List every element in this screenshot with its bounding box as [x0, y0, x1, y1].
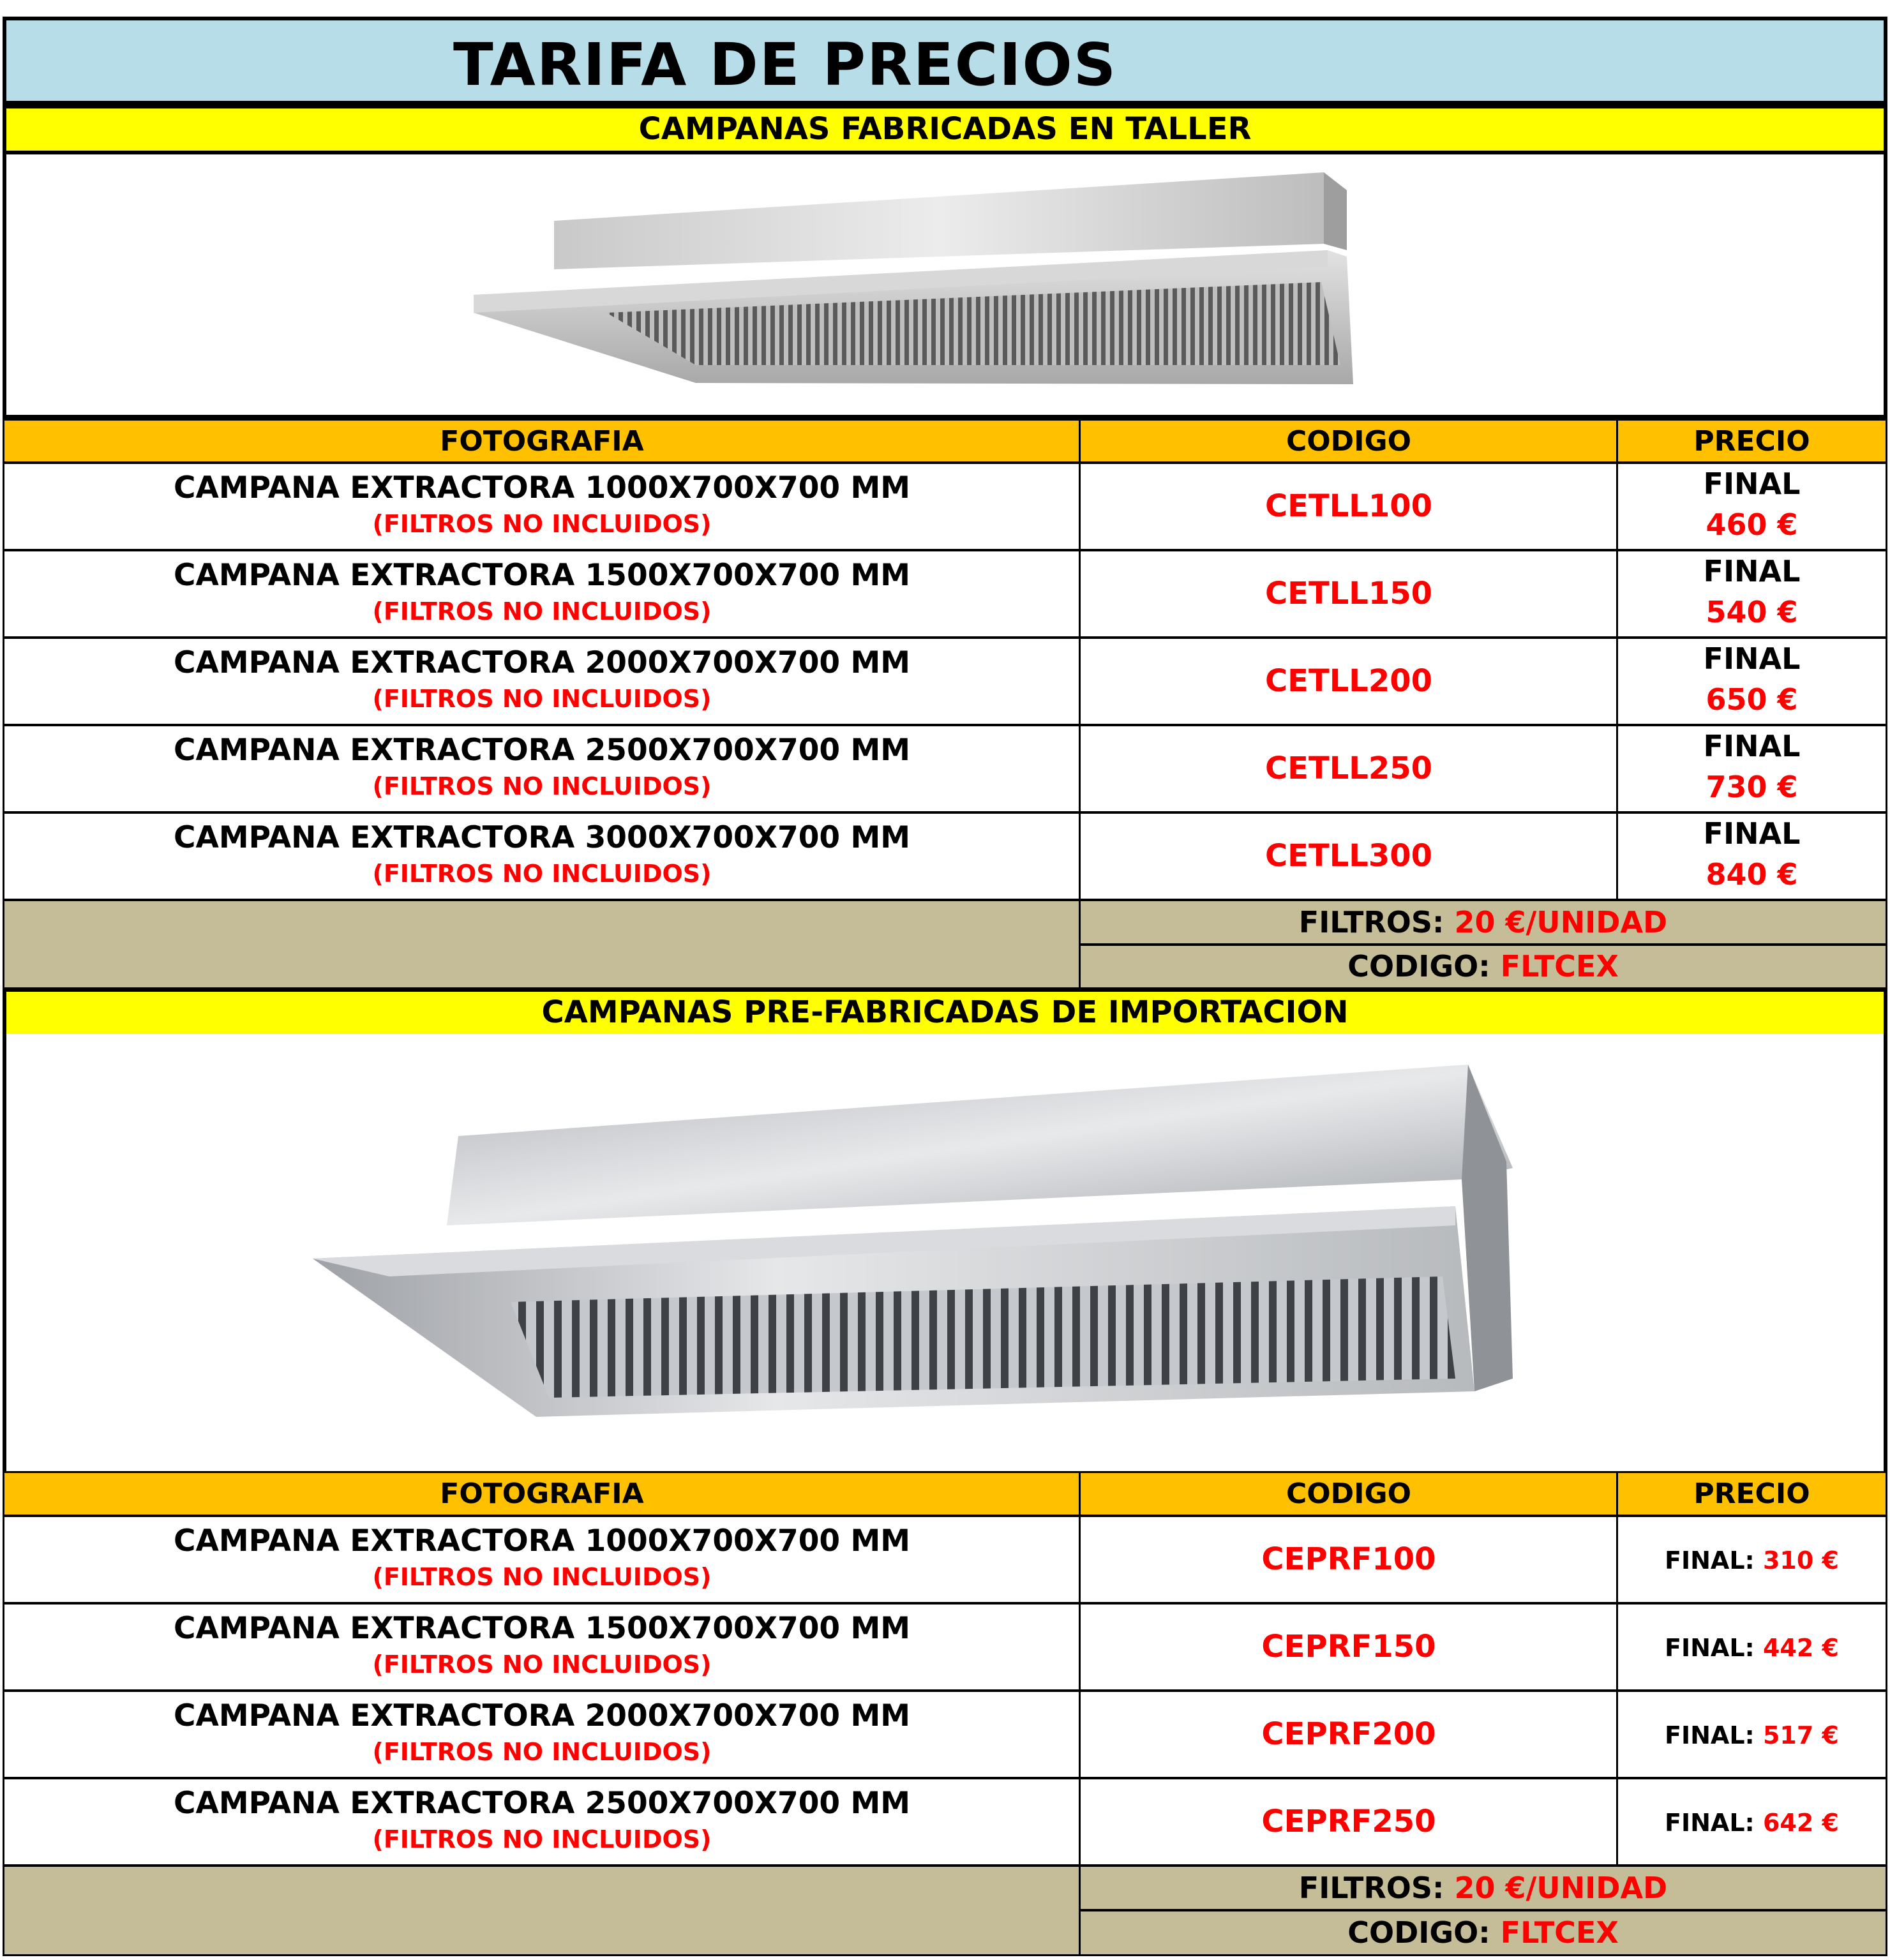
s2-footer-filters — [1079, 1865, 1887, 1911]
price-label: FINAL — [1703, 554, 1801, 588]
title-bar — [3, 17, 1887, 105]
filters-note: (FILTROS NO INCLUIDOS) — [372, 1563, 712, 1591]
filters-note: (FILTROS NO INCLUIDOS) — [372, 860, 712, 888]
product-description: CAMPANA EXTRACTORA 2000X700X700 MM — [173, 645, 911, 680]
product-description: CAMPANA EXTRACTORA 3000X700X700 MM — [173, 820, 911, 855]
section1-title: CAMPANAS FABRICADAS EN TALLER — [3, 105, 1887, 154]
price-label: FINAL: — [1665, 1546, 1755, 1575]
product-description: CAMPANA EXTRACTORA 2000X700X700 MM — [173, 1698, 911, 1733]
s1-row3-desc — [3, 637, 1081, 726]
section2-title: CAMPANAS PRE-FABRICADAS DE IMPORTACION — [3, 988, 1887, 1038]
price-label: FINAL — [1703, 641, 1801, 676]
s1-row4-desc — [3, 724, 1081, 813]
s2-row1-desc — [3, 1515, 1081, 1604]
s2-row2-price — [1616, 1603, 1887, 1691]
product-code: CEPRF200 — [1261, 1716, 1436, 1752]
filters-note: (FILTROS NO INCLUIDOS) — [372, 597, 712, 625]
s1-footer-filters — [1079, 899, 1887, 945]
filters-price: 20 €/UNIDAD — [1454, 1871, 1668, 1905]
s1-header-photo: FOTOGRAFIA — [3, 419, 1081, 463]
s2-footer-code — [1079, 1910, 1887, 1956]
s1-header-price: PRECIO — [1616, 419, 1887, 463]
s2-row4-price — [1616, 1777, 1887, 1866]
s2-row4-code — [1079, 1777, 1619, 1866]
price-value: 540 € — [1706, 595, 1798, 629]
product-description: CAMPANA EXTRACTORA 1000X700X700 MM — [173, 1523, 911, 1559]
filters-label: FILTROS: — [1298, 905, 1444, 939]
price-value: 840 € — [1706, 857, 1798, 892]
s2-row1-price — [1616, 1515, 1887, 1604]
s2-row1-code — [1079, 1515, 1619, 1604]
hood-image-workshop — [6, 154, 1884, 415]
price-label: FINAL — [1703, 467, 1801, 501]
s1-row5-desc — [3, 812, 1081, 901]
filter-code: FLTCEX — [1500, 949, 1619, 984]
product-description: CAMPANA EXTRACTORA 1500X700X700 MM — [173, 558, 911, 593]
filters-note: (FILTROS NO INCLUIDOS) — [372, 510, 712, 538]
product-code: CETLL300 — [1264, 838, 1433, 874]
s1-header-code: CODIGO — [1079, 419, 1619, 463]
s1-row4-price — [1616, 724, 1887, 813]
product-code: CETLL250 — [1264, 751, 1433, 786]
s1-row2-price — [1616, 550, 1887, 638]
price-value: 730 € — [1706, 770, 1798, 804]
price-label: FINAL — [1703, 816, 1801, 851]
s1-row4-code — [1079, 724, 1619, 813]
section2-photo — [3, 1034, 1887, 1474]
price-value: 442 € — [1762, 1634, 1839, 1662]
price-label: FINAL: — [1665, 1634, 1755, 1662]
s2-header-price: PRECIO — [1616, 1471, 1887, 1516]
product-code: CEPRF150 — [1261, 1629, 1436, 1665]
filters-note: (FILTROS NO INCLUIDOS) — [372, 685, 712, 713]
code-label: CODIGO: — [1347, 949, 1490, 984]
product-description: CAMPANA EXTRACTORA 2500X700X700 MM — [173, 733, 911, 768]
s2-header-photo: FOTOGRAFIA — [3, 1471, 1081, 1516]
s1-row5-price — [1616, 812, 1887, 901]
s1-row1-price — [1616, 462, 1887, 551]
product-description: CAMPANA EXTRACTORA 1000X700X700 MM — [173, 470, 911, 505]
product-code: CETLL100 — [1264, 488, 1433, 524]
filters-price: 20 €/UNIDAD — [1454, 905, 1668, 939]
price-value: 460 € — [1706, 507, 1798, 542]
s2-row3-desc — [3, 1690, 1081, 1779]
s2-header-code: CODIGO — [1079, 1471, 1619, 1516]
product-code: CETLL200 — [1264, 663, 1433, 699]
price-label: FINAL — [1703, 729, 1801, 763]
filters-note: (FILTROS NO INCLUIDOS) — [372, 1825, 712, 1853]
section1-photo — [3, 151, 1887, 419]
product-code: CETLL150 — [1264, 576, 1433, 611]
price-label: FINAL: — [1665, 1721, 1755, 1749]
s2-row4-desc — [3, 1777, 1081, 1866]
filters-note: (FILTROS NO INCLUIDOS) — [372, 1738, 712, 1766]
price-label: FINAL: — [1665, 1809, 1755, 1837]
filters-label: FILTROS: — [1298, 1871, 1444, 1905]
price-value: 642 € — [1762, 1809, 1839, 1837]
s1-row1-desc — [3, 462, 1081, 551]
hood-image-import — [6, 1034, 1884, 1474]
product-code: CEPRF250 — [1261, 1804, 1436, 1839]
filter-code: FLTCEX — [1500, 1915, 1619, 1950]
s1-footer-blank — [3, 899, 1081, 989]
s2-row2-desc — [3, 1603, 1081, 1691]
s1-row3-price — [1616, 637, 1887, 726]
s1-row5-code — [1079, 812, 1619, 901]
filters-note: (FILTROS NO INCLUIDOS) — [372, 772, 712, 800]
product-description: CAMPANA EXTRACTORA 1500X700X700 MM — [173, 1611, 911, 1646]
product-code: CEPRF100 — [1261, 1541, 1436, 1577]
price-value: 650 € — [1706, 682, 1798, 717]
s2-footer-blank — [3, 1865, 1081, 1956]
s1-footer-code — [1079, 944, 1887, 989]
price-value: 517 € — [1762, 1721, 1839, 1749]
code-label: CODIGO: — [1347, 1915, 1490, 1950]
s1-row2-desc — [3, 550, 1081, 638]
s2-row3-price — [1616, 1690, 1887, 1779]
filters-note: (FILTROS NO INCLUIDOS) — [372, 1650, 712, 1679]
s1-row3-code — [1079, 637, 1619, 726]
product-description: CAMPANA EXTRACTORA 2500X700X700 MM — [173, 1786, 911, 1821]
s1-row1-code — [1079, 462, 1619, 551]
s2-row3-code — [1079, 1690, 1619, 1779]
page-title: TARIFA DE PRECIOS — [453, 31, 1117, 99]
price-value: 310 € — [1762, 1546, 1839, 1575]
s2-row2-code — [1079, 1603, 1619, 1691]
s1-row2-code — [1079, 550, 1619, 638]
